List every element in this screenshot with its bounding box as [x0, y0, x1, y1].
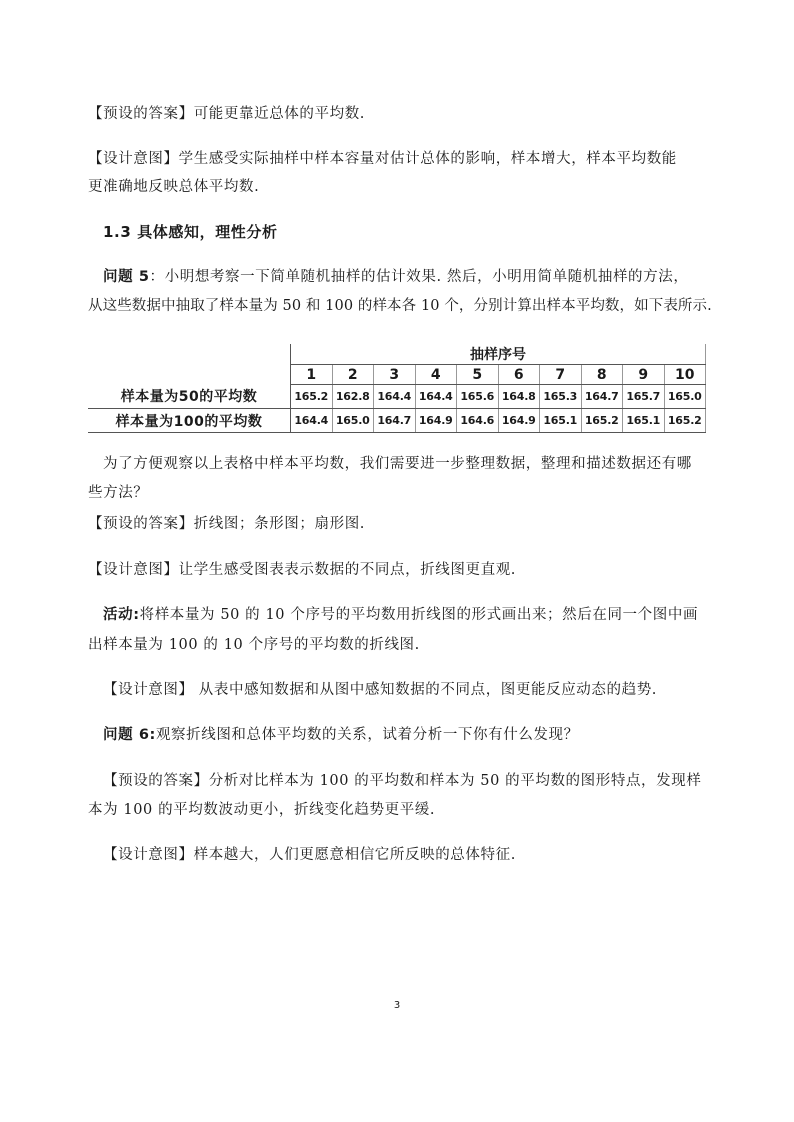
- table-cell: 164.9: [415, 409, 457, 433]
- table-cell: 165.7: [623, 385, 665, 409]
- table-cell: 164.7: [374, 409, 416, 433]
- activity-line2: 出样本量为 100 的 10 个序号的平均数的折线图.: [88, 637, 420, 653]
- column-header: 5: [457, 365, 499, 385]
- table-row: [88, 409, 706, 433]
- table-cell: 164.4: [291, 409, 333, 433]
- column-header: 1: [291, 365, 333, 385]
- table-cell: 165.1: [623, 409, 665, 433]
- preset-answer-1: 【预设的答案】可能更靠近总体的平均数.: [88, 106, 366, 122]
- table-cell: 165.0: [664, 385, 706, 409]
- activity-line1: [103, 601, 698, 629]
- table-row: [88, 385, 706, 409]
- row-label-50: 样本量为50的平均数: [88, 385, 291, 409]
- question-5-label: 问题 5: [103, 269, 150, 285]
- table-corner: [88, 344, 291, 385]
- table-cell: 165.2: [581, 409, 623, 433]
- question-5-text: ：小明想考察一下简单随机抽样的估计效果. 然后，小明用简单随机抽样的方法，: [149, 269, 689, 285]
- sample-mean-table: [88, 344, 706, 433]
- column-header: 9: [623, 365, 665, 385]
- design-intent-3: 【设计意图】 从表中感知数据和从图中感知数据的不同点，图更能反应动态的趋势.: [103, 682, 658, 698]
- question-5-line1: [103, 263, 688, 291]
- after-table-line2: 些方法？: [88, 485, 149, 501]
- table-cell: 162.8: [332, 385, 374, 409]
- design-intent-2: 【设计意图】让学生感受图表表示数据的不同点，折线图更直观.: [88, 562, 517, 578]
- design-intent-4: 【设计意图】样本越大，人们更愿意相信它所反映的总体特征.: [103, 847, 516, 863]
- activity-label: 活动:: [103, 607, 140, 623]
- column-header: 7: [540, 365, 582, 385]
- table-cell: 165.6: [457, 385, 499, 409]
- column-header: 2: [332, 365, 374, 385]
- question-6-text: 观察折线图和总体平均数的关系，试着分析一下你有什么发现？: [155, 727, 579, 743]
- design-intent-1-line1: 【设计意图】学生感受实际抽样中样本容量对估计总体的影响，样本增大，样本平均数能: [88, 151, 677, 167]
- table-cell: 164.6: [457, 409, 499, 433]
- activity-text: 将样本量为 50 的 10 个序号的平均数用折线图的形式画出来；然后在同一个图中画: [139, 607, 699, 623]
- table-cell: 164.7: [581, 385, 623, 409]
- column-header: 3: [374, 365, 416, 385]
- table-cell: 164.4: [374, 385, 416, 409]
- table-cell: 165.2: [664, 409, 706, 433]
- question-5-line2: 从这些数据中抽取了样本量为 50 和 100 的样本各 10 个，分别计算出样本平均数，如下表所示.: [88, 298, 712, 314]
- table-cell: 164.8: [498, 385, 540, 409]
- column-header: 8: [581, 365, 623, 385]
- table-cell: 164.4: [415, 385, 457, 409]
- column-header: 6: [498, 365, 540, 385]
- table-cell: 164.9: [498, 409, 540, 433]
- column-header: 4: [415, 365, 457, 385]
- row-label-100: 样本量为100的平均数: [88, 409, 291, 433]
- preset-answer-3-line2: 本为 100 的平均数波动更小，折线变化趋势更平缓.: [88, 802, 436, 818]
- question-6-label: 问题 6:: [103, 727, 156, 743]
- table-cell: 165.1: [540, 409, 582, 433]
- section-heading: 1.3 具体感知，理性分析: [103, 223, 278, 241]
- table-cell: 165.2: [291, 385, 333, 409]
- table-cell: 165.3: [540, 385, 582, 409]
- page-number: 3: [393, 1000, 401, 1011]
- preset-answer-2: 【预设的答案】折线图；条形图；扇形图.: [88, 516, 366, 532]
- preset-answer-3-line1: 【预设的答案】分析对比样本为 100 的平均数和样本为 50 的平均数的图形特点，发现样: [103, 773, 702, 789]
- after-table-line1: 为了方便观察以上表格中样本平均数，我们需要进一步整理数据，整理和描述数据还有哪: [103, 456, 692, 472]
- table-title: 抽样序号: [291, 344, 706, 365]
- column-header: 10: [664, 365, 706, 385]
- design-intent-1-line2: 更准确地反映总体平均数.: [88, 179, 260, 195]
- question-6: [103, 721, 579, 749]
- table-cell: 165.0: [332, 409, 374, 433]
